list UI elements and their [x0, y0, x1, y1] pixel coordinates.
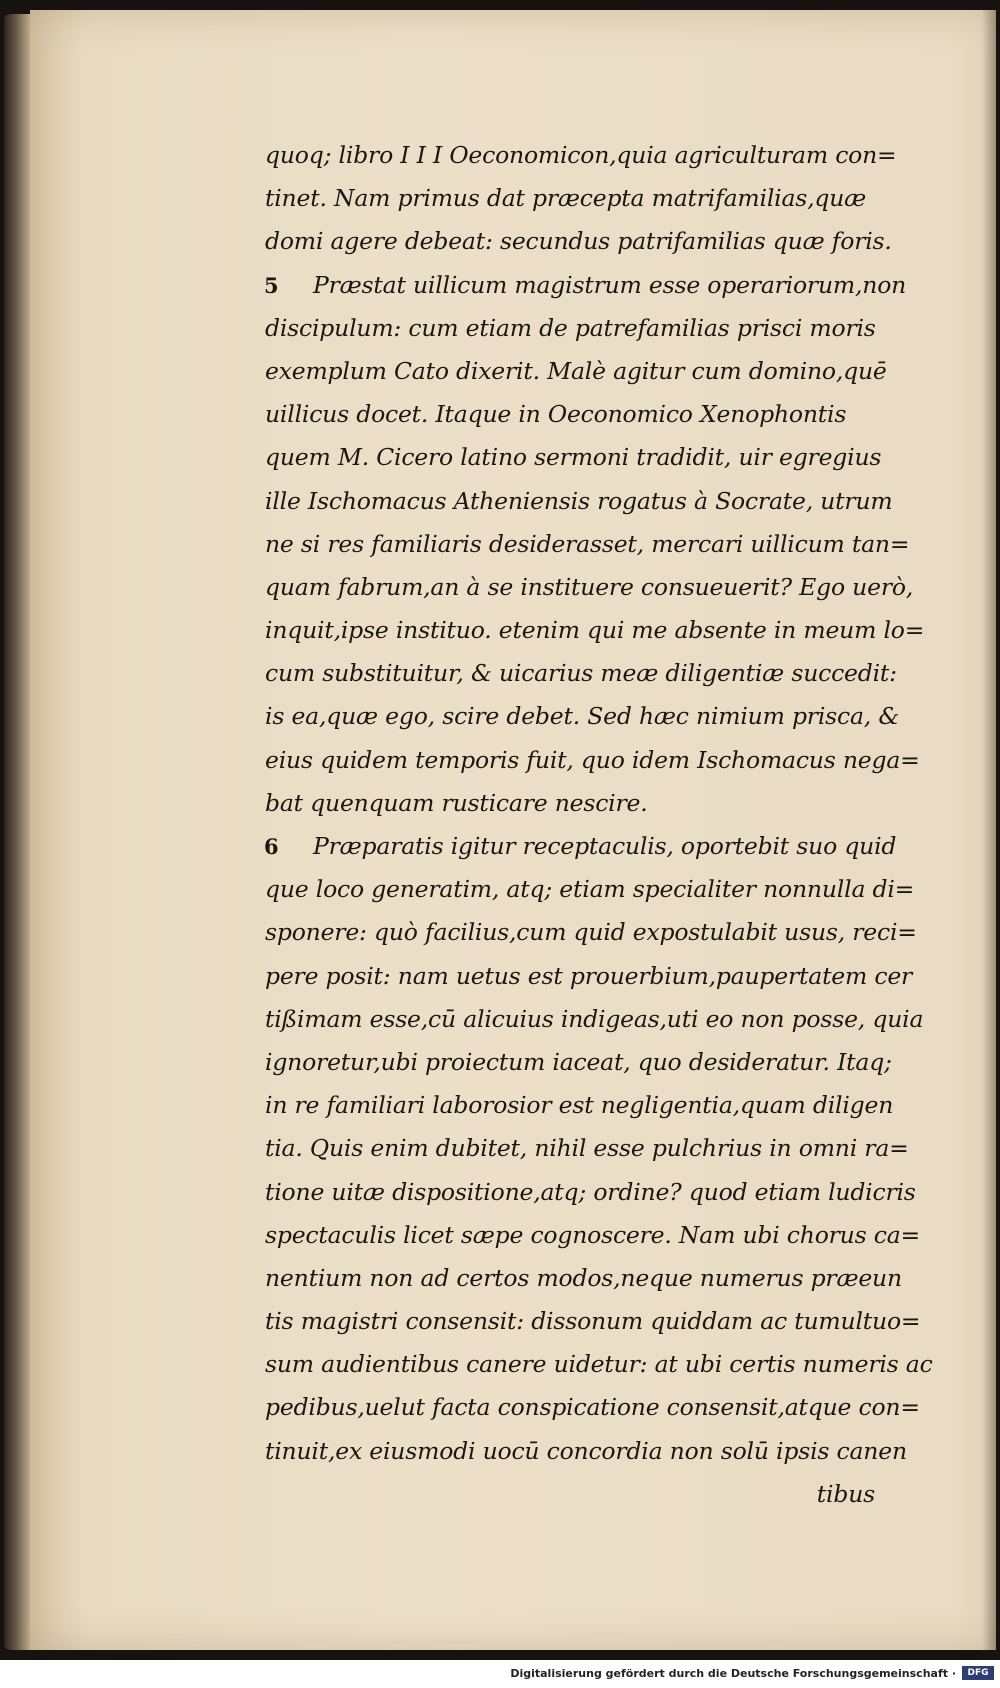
text-line [265, 1300, 945, 1343]
line-text: tione uitæ dispositione,atq; ordine? quod etiam ludicris [265, 1177, 916, 1206]
line-text: Præstat uillicum magistrum esse operariorum,non [313, 270, 907, 299]
line-text: pere posit: nam uetus est prouerbium,paupertatem cer [265, 961, 913, 990]
text-line [265, 1430, 945, 1473]
line-text: tinet. Nam primus dat præcepta matrifamilias,quæ [265, 184, 867, 213]
section-number: 5 [264, 272, 279, 298]
line-text: tia. Quis enim dubitet, nihil esse pulchrius in omni ra= [265, 1134, 909, 1163]
line-text: cum substituitur, & uicarius meæ diligentiæ succedit: [265, 659, 897, 688]
text-line [265, 1127, 945, 1170]
text-line [265, 566, 945, 609]
text-line [265, 782, 945, 825]
text-line [265, 1041, 945, 1084]
line-text: bat quenquam rusticare nescire. [265, 788, 648, 817]
line-text: sponere: quò facilius,cum quid expostulabit usus, reci= [265, 918, 917, 947]
text-line [265, 264, 945, 307]
line-text: ignoretur,ubi proiectum iaceat, quo desideratur. Itaq; [265, 1047, 892, 1076]
dfg-logo: DFG [962, 1666, 994, 1680]
line-text: domi agere debeat: secundus patrifamilias quæ foris. [265, 227, 892, 256]
text-line [265, 523, 945, 566]
text-line [265, 307, 945, 350]
line-text: ne si res familiaris desiderasset, mercari uillicum tan= [265, 529, 910, 558]
text-line [265, 1084, 945, 1127]
text-line [265, 177, 945, 220]
page-shadow [982, 10, 996, 1650]
text-line [265, 1171, 945, 1214]
section-number: 6 [264, 834, 279, 859]
line-text: quam fabrum,an à se instituere consueuerit? Ego uerò, [265, 572, 914, 601]
text-line [265, 695, 945, 738]
text-line [265, 1257, 945, 1300]
book-binding-edge [4, 14, 32, 1650]
line-text: Præparatis igitur receptaculis, oportebit suo quid [313, 832, 897, 860]
text-line [265, 652, 945, 695]
text-line [265, 220, 945, 263]
line-text: eius quidem temporis fuit, quo idem Ischomacus nega= [265, 745, 920, 774]
text-line [265, 911, 945, 954]
text-line [265, 436, 945, 479]
line-text: pedibus,uelut facta conspicatione consensit,atque con= [265, 1393, 920, 1422]
line-text: inquit,ipse instituo. etenim qui me absente in meum lo= [265, 616, 925, 645]
line-text: exemplum Cato dixerit. Malè agitur cum domino,quē [265, 356, 887, 385]
line-text: in re familiari laborosior est negligentia,quam diligen [265, 1091, 894, 1120]
line-text: sum audientibus canere uidetur: at ubi certis numeris ac [265, 1350, 933, 1379]
text-line [265, 480, 945, 523]
line-text: uillicus docet. Itaque in Oeconomico Xenophontis [265, 400, 847, 429]
line-text: is ea,quæ ego, scire debet. Sed hæc nimium prisca, & [265, 702, 900, 731]
text-line [265, 609, 945, 652]
line-text: tis magistri consensit: dissonum quiddam ac tumultuo= [265, 1307, 921, 1336]
line-text: spectaculis licet sæpe cognoscere. Nam ubi chorus ca= [265, 1220, 921, 1249]
text-line [265, 393, 945, 436]
text-line [265, 1386, 945, 1429]
line-text: discipulum: cum etiam de patrefamilias prisci moris [265, 313, 876, 342]
footer [0, 1660, 1000, 1688]
line-text: tinuit,ex eiusmodi uocū concordia non solū ipsis canen [265, 1436, 907, 1465]
text-line [265, 1214, 945, 1257]
text-line [265, 739, 945, 782]
line-text: quem M. Cicero latino sermoni tradidit, uir egregius [265, 443, 882, 472]
text-line [265, 868, 945, 911]
line-text: ille Ischomacus Atheniensis rogatus à Socrate, utrum [265, 486, 893, 515]
line-text: tißimam esse,cū alicuius indigeas,uti eo non posse, quia [265, 1004, 924, 1033]
text-line [265, 825, 945, 868]
text-line [265, 134, 945, 177]
text-line [265, 1343, 945, 1386]
catchword: tibus [816, 1479, 875, 1508]
text-line [265, 955, 945, 998]
line-text: nentium non ad certos modos,neque numerus præeun [265, 1263, 902, 1292]
text-line [265, 998, 945, 1041]
line-text: que loco generatim, atq; etiam specialiter nonnulla di= [265, 875, 915, 904]
text-block [265, 134, 945, 1516]
line-text: quoq; libro I I I Oeconomicon,quia agriculturam con= [265, 141, 897, 169]
footer-credit: Digitalisierung gefördert durch die Deutsche Forschungsgemeinschaft · [510, 1667, 956, 1680]
text-line [265, 350, 945, 393]
